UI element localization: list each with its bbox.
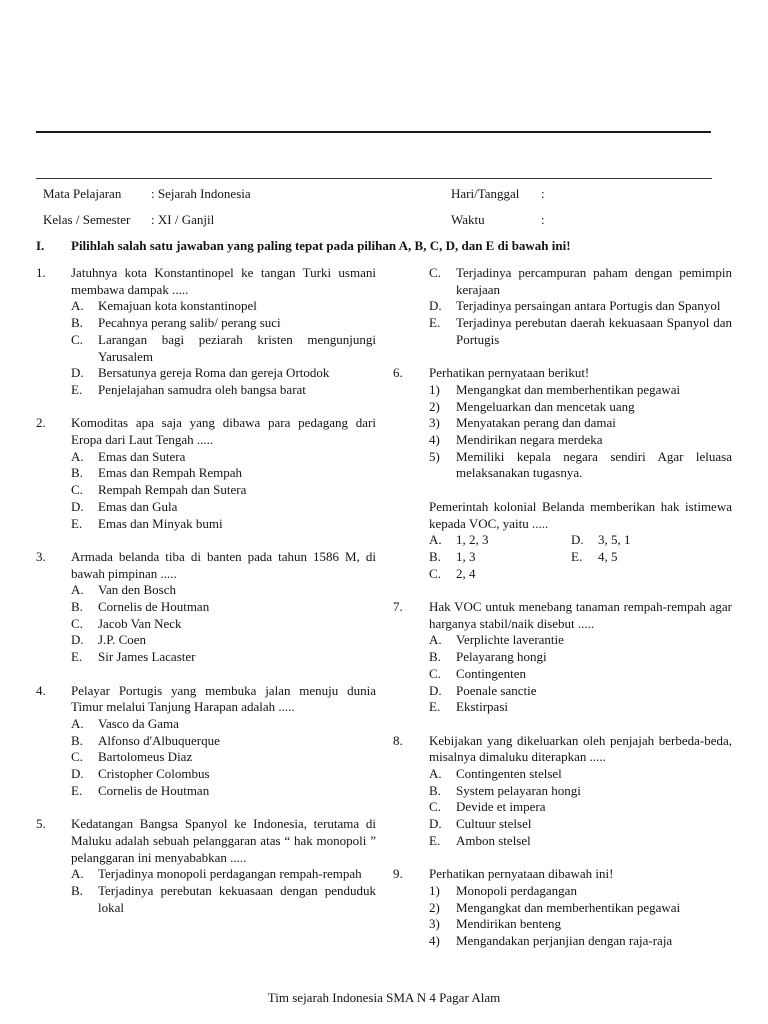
option-letter: D. (71, 766, 84, 782)
options-grid (429, 532, 732, 582)
option-e (429, 315, 732, 348)
question-number: 5. (36, 816, 46, 832)
statement-item (429, 399, 732, 416)
option-b (429, 649, 732, 666)
option-e (571, 549, 731, 566)
option-text: Terjadinya monopoli perdagangan rempah-rempah (98, 866, 362, 882)
item-text: Mengangkat dan memberhentikan pegawai (456, 381, 681, 397)
option-c (71, 616, 376, 633)
question-text: Hak VOC untuk menebang tanaman rempah-rempah agar harganya stabil/naik disebut ..... (429, 599, 732, 631)
question-number: 8. (393, 732, 403, 748)
option-letter: D. (429, 298, 442, 314)
option-d (429, 298, 732, 315)
option-letter: E. (71, 782, 83, 798)
option-c (71, 332, 376, 365)
question-text: Armada belanda tiba di banten pada tahun 1586 M, di bawah pimpinan ..... (71, 548, 376, 581)
item-text: Mendirikan benteng (456, 916, 562, 932)
page-footer: Tim sejarah Indonesia SMA N 4 Pagar Alam (267, 990, 501, 1005)
header-rule (36, 178, 712, 179)
question-number: 2. (36, 415, 46, 431)
option-text: Van den Bosch (98, 582, 176, 598)
option-text: Cornelis de Houtman (98, 599, 210, 615)
item-number: 4) (429, 933, 440, 949)
question-stem: Pemerintah kolonial Belanda memberikan hak istimewa kepada VOC, yaitu ..... (429, 498, 732, 531)
option-text: Terjadinya perebutan daerah kekuasaan Spanyol dan Portugis (456, 315, 732, 347)
option-letter: B. (71, 599, 83, 615)
option-text: Cultuur stelsel (456, 816, 532, 832)
option-letter: C. (429, 565, 441, 581)
option-text: Cornelis de Houtman (98, 782, 210, 798)
option-text: Ekstirpasi (456, 699, 508, 715)
option-text: Bersatunya gereja Roma dan gereja Ortodok (98, 365, 330, 381)
option-text: Emas dan Minyak bumi (98, 515, 223, 531)
option-a (429, 632, 732, 649)
item-text: Monopoli perdagangan (456, 882, 577, 898)
item-text: Memiliki kepala negara sendiri Agar leluasa melaksanakan tugasnya. (456, 448, 732, 481)
option-letter: C. (71, 615, 83, 631)
option-text: Ambon stelsel (456, 832, 531, 848)
option-c (71, 749, 376, 766)
option-b (71, 465, 376, 482)
option-d (429, 816, 732, 833)
question-number: 4. (36, 682, 46, 698)
option-b (71, 733, 376, 750)
hari-label: Hari/Tanggal (451, 186, 520, 201)
option-text: Alfonso d'Albuquerque (98, 732, 220, 748)
option-letter: C. (71, 331, 83, 347)
option-letter: B. (71, 465, 83, 481)
option-b (71, 315, 376, 332)
option-letter: E. (71, 515, 83, 531)
option-letter: D. (71, 632, 84, 648)
option-c (429, 566, 571, 583)
question-7 (393, 599, 732, 716)
option-letter: B. (429, 548, 441, 564)
item-text: Mengeluarkan dan mencetak uang (456, 398, 635, 414)
hari-value: : (541, 186, 545, 201)
option-a (71, 298, 376, 315)
question-3 (36, 549, 376, 666)
question-number: 3. (36, 548, 46, 564)
item-number: 2) (429, 899, 440, 915)
option-text: Terjadinya percampuran paham dengan pemimpin kerajaan (456, 265, 732, 297)
option-text: Pecahnya perang salib/ perang suci (98, 315, 281, 331)
question-number: 9. (393, 866, 403, 882)
option-text: Contingenten stelsel (456, 766, 562, 782)
statement-item (429, 900, 732, 917)
item-number: 1) (429, 882, 440, 898)
waktu-label: Waktu (451, 212, 485, 227)
mata-pelajaran-label: Mata Pelajaran (43, 186, 122, 201)
option-e (71, 516, 376, 533)
option-letter: D. (71, 365, 84, 381)
option-text: 1, 3 (456, 548, 476, 564)
option-text: J.P. Coen (98, 632, 147, 648)
option-e (71, 649, 376, 666)
option-letter: A. (71, 866, 84, 882)
option-text: Penjelajahan samudra oleh bangsa barat (98, 381, 306, 397)
option-letter: A. (429, 532, 442, 548)
question-2 (36, 415, 376, 532)
option-text: Emas dan Sutera (98, 448, 186, 464)
option-letter: A. (71, 582, 84, 598)
waktu-value: : (541, 212, 545, 227)
option-letter: C. (429, 665, 441, 681)
option-letter: E. (71, 649, 83, 665)
option-text: Emas dan Gula (98, 498, 178, 514)
option-text: Jacob Van Neck (98, 615, 182, 631)
statement-item (429, 883, 732, 900)
question-number: 6. (393, 365, 403, 381)
question-text: Kedatangan Bangsa Spanyol ke Indonesia, terutama di Maluku adalah sebuah pelanggaran atas “ hak monopoli ” pelanggaran ini menyababkan ..... (71, 816, 376, 865)
statement-item (429, 382, 732, 399)
question-5-continued (393, 265, 732, 349)
option-letter: B. (429, 649, 441, 665)
item-number: 2) (429, 398, 440, 414)
question-9 (393, 866, 732, 950)
question-text: Perhatikan pernyataan dibawah ini! (429, 866, 614, 882)
option-d (429, 683, 732, 700)
item-number: 5) (429, 448, 440, 464)
option-letter: D. (571, 532, 584, 548)
question-8 (393, 733, 732, 850)
option-a (71, 716, 376, 733)
option-text: Bartolomeus Diaz (98, 749, 193, 765)
option-d (571, 532, 731, 549)
option-text: Rempah Rempah dan Sutera (98, 482, 247, 498)
option-text: System pelayaran hongi (456, 782, 581, 798)
question-number: 7. (393, 599, 403, 615)
question-5 (36, 816, 376, 916)
option-d (71, 766, 376, 783)
option-text: Pelayarang hongi (456, 649, 547, 665)
option-text: 1, 2, 3 (456, 532, 489, 548)
option-text: Emas dan Rempah Rempah (98, 465, 243, 481)
option-letter: B. (71, 732, 83, 748)
option-text: Devide et impera (456, 799, 546, 815)
question-1 (36, 265, 376, 399)
question-4 (36, 683, 376, 800)
option-d (71, 632, 376, 649)
kelas-value: : XI / Ganjil (151, 212, 215, 227)
option-letter: C. (429, 799, 441, 815)
item-number: 3) (429, 916, 440, 932)
item-text: Mendirikan negara merdeka (456, 432, 603, 448)
option-text: Kemajuan kota konstantinopel (98, 298, 257, 314)
option-a (429, 766, 732, 783)
option-text: Cristopher Colombus (98, 766, 210, 782)
option-letter: D. (71, 498, 84, 514)
option-text: Poenale sanctie (456, 682, 537, 698)
option-d (71, 365, 376, 382)
question-text: Jatuhnya kota Konstantinopel ke tangan Turki usmani membawa dampak ..... (71, 265, 376, 297)
option-a (429, 532, 571, 549)
question-number: 1. (36, 265, 46, 280)
option-letter: A. (429, 632, 442, 648)
option-letter: E. (429, 315, 441, 331)
option-letter: E. (571, 548, 583, 564)
statement-item (429, 933, 732, 950)
option-text: 4, 5 (598, 548, 618, 564)
option-c (71, 482, 376, 499)
option-b (71, 599, 376, 616)
option-letter: A. (71, 715, 84, 731)
option-text: Sir James Lacaster (98, 649, 196, 665)
instruction-number: I. (36, 238, 45, 253)
item-number: 4) (429, 432, 440, 448)
item-text: Mengangkat dan memberhentikan pegawai (456, 899, 681, 915)
option-letter: E. (429, 699, 441, 715)
right-column (393, 265, 732, 966)
option-c (429, 666, 732, 683)
option-letter: C. (71, 482, 83, 498)
item-number: 3) (429, 415, 440, 431)
item-text: Mengandakan perjanjian dengan raja-raja (456, 933, 673, 949)
question-text: Kebijakan yang dikeluarkan oleh penjajah berbeda-beda, misalnya dimaluku diterapkan ..... (429, 732, 732, 765)
option-letter: B. (71, 315, 83, 331)
option-text: Contingenten (456, 665, 527, 681)
option-letter: B. (71, 882, 83, 898)
option-e (71, 783, 376, 800)
option-text: Terjadinya perebutan kekuasaan dengan penduduk lokal (98, 882, 376, 915)
option-letter: B. (429, 782, 441, 798)
mata-pelajaran-value: : Sejarah Indonesia (151, 186, 251, 201)
statement-item (429, 916, 732, 933)
statement-item (429, 449, 732, 482)
option-a (71, 866, 376, 883)
option-a (71, 449, 376, 466)
item-number: 1) (429, 381, 440, 397)
option-text: Verplichte laverantie (456, 632, 564, 648)
option-text: 3, 5, 1 (598, 532, 631, 548)
question-6 (393, 365, 732, 582)
top-rule (36, 131, 711, 133)
option-c (429, 799, 732, 816)
question-text: Pelayar Portugis yang membuka jalan menuju dunia Timur melalui Tanjung Harapan adalah ..... (71, 682, 376, 715)
statement-item (429, 415, 732, 432)
option-letter: E. (429, 832, 441, 848)
statement-item (429, 432, 732, 449)
option-d (71, 499, 376, 516)
question-text: Perhatikan pernyataan berikut! (429, 365, 590, 381)
option-letter: D. (429, 682, 442, 698)
option-text: 2, 4 (456, 565, 476, 581)
option-b (71, 883, 376, 916)
option-b (429, 783, 732, 800)
left-column (36, 265, 376, 933)
option-letter: C. (429, 265, 441, 280)
option-b (429, 549, 571, 566)
option-text: Terjadinya persaingan antara Portugis dan Spanyol (456, 298, 721, 314)
option-text: Larangan bagi peziarah kristen mengunjungi Yarusalem (98, 331, 376, 364)
option-letter: D. (429, 816, 442, 832)
option-letter: E. (71, 381, 83, 397)
question-text: Komoditas apa saja yang dibawa para pedagang dari Eropa dari Laut Tengah ..... (71, 415, 376, 448)
option-e (429, 833, 732, 850)
instruction-text: Pilihlah salah satu jawaban yang paling tepat pada pilihan A, B, C, D, dan E di bawah ini! (71, 238, 571, 253)
option-letter: A. (71, 448, 84, 464)
option-text: Vasco da Gama (98, 715, 179, 731)
option-letter: A. (429, 766, 442, 782)
kelas-label: Kelas / Semester (43, 212, 131, 227)
item-text: Menyatakan perang dan damai (456, 415, 616, 431)
option-c (429, 265, 732, 298)
option-e (429, 699, 732, 716)
option-e (71, 382, 376, 399)
option-letter: C. (71, 749, 83, 765)
option-a (71, 582, 376, 599)
option-letter: A. (71, 298, 84, 314)
